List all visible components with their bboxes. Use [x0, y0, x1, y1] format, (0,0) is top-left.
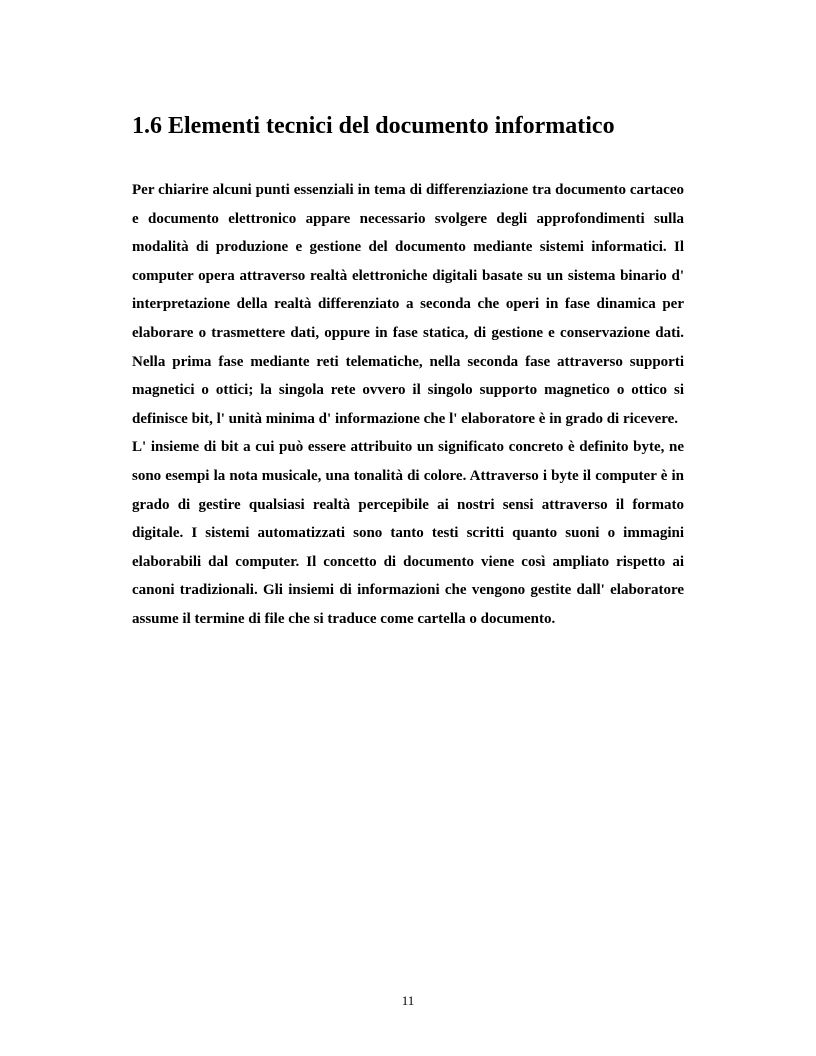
body-text: [132, 176, 684, 634]
paragraph-2: L' insieme di bit a cui può essere attribuito un significato concreto è definito byte, ne sono esempi la nota musicale, una tonalità di colore. Attraverso i byte il computer è in grado di gestire qualsiasi realtà percepibile ai nostri sensi attraverso il formato digitale. I sistemi automatizzati sono tanto testi scritti quanto suoni o immagini elaborabili dal computer. Il concetto di documento viene così ampliato rispetto ai canoni tradizionali. Gli insiemi di informazioni che vengono gestite dall' elaboratore assume il termine di file che si traduce come cartella o documento.: [132, 439, 684, 627]
section-heading: 1.6 Elementi tecnici del documento informatico: [132, 113, 615, 139]
paragraph-1: Per chiarire alcuni punti essenziali in tema di differenziazione tra documento cartaceo e documento elettronico appare necessario svolgere degli approfondimenti sulla modalità di produzione e gestione del documento mediante sistemi informatici. Il computer opera attraverso realtà elettroniche digitali basate su un sistema binario d' interpretazione della realtà differenziato a seconda che operi in fase dinamica per elaborare o trasmettere dati, oppure in fase statica, di gestione e conservazione dati. Nella prima fase mediante reti telematiche, nella seconda fase attraverso supporti magnetici o ottici; la singola rete ovvero il singolo supporto magnetico o ottico si definisce bit, l' unità minima d' informazione che l' elaboratore è in grado di ricevere.: [132, 182, 684, 427]
page-number: 11: [401, 993, 415, 1008]
